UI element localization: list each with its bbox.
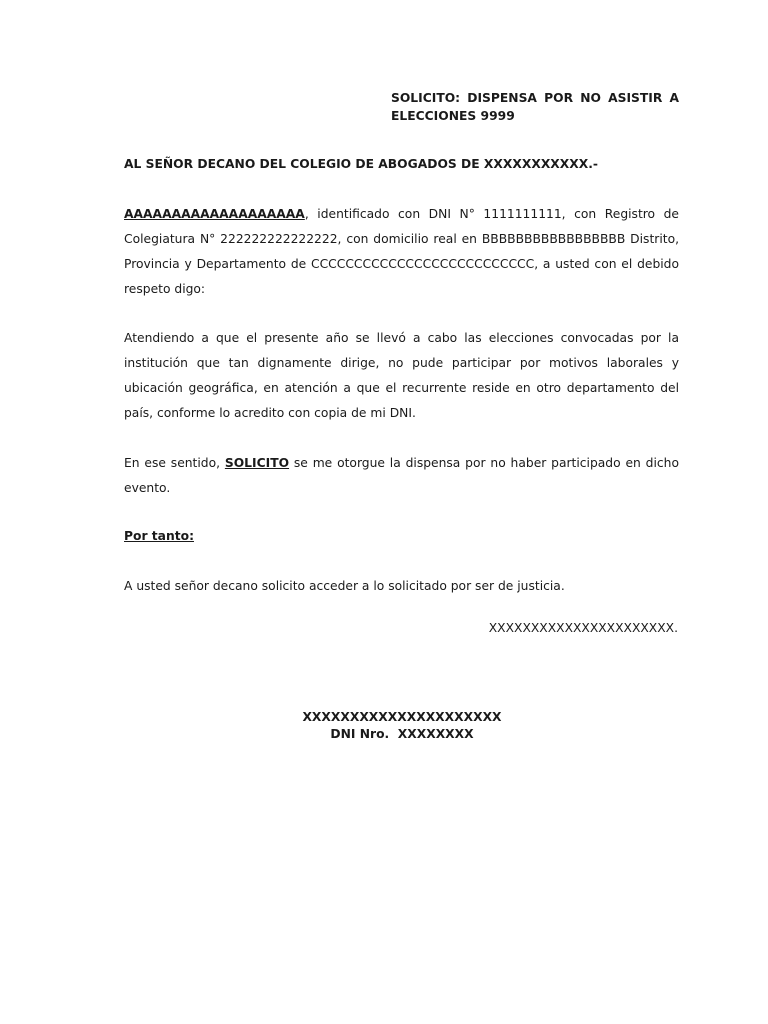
request-text-after: se me otorgue la dispensa por no haber participado en dicho evento. bbox=[124, 456, 679, 495]
request-text-before: En ese sentido, bbox=[124, 456, 225, 470]
subject-line-2: ELECCIONES 9999 bbox=[391, 109, 515, 123]
applicant-name: AAAAAAAAAAAAAAAAAAA bbox=[124, 207, 305, 221]
place-date-line: XXXXXXXXXXXXXXXXXXXXXX. bbox=[488, 621, 678, 635]
paragraph-identification bbox=[124, 202, 679, 302]
subject-line-1: SOLICITO: DISPENSA POR NO ASISTIR A bbox=[391, 91, 679, 105]
signature-name: XXXXXXXXXXXXXXXXXXXXX bbox=[302, 710, 502, 724]
request-keyword: SOLICITO bbox=[224, 456, 290, 470]
paragraph-reason: Atendiendo a que el presente año se llevó a cabo las elecciones convocadas por la institución que tan dignamente dirige, no pude participar por motivos laborales y ubicación geográfica, en atención a que el recurrente reside en otro departamento del país, conforme lo acredito con copia de mi DNI. bbox=[124, 331, 679, 420]
subject-header bbox=[391, 89, 679, 125]
signature-dni: DNI Nro. XXXXXXXX bbox=[330, 727, 474, 741]
closing-sentence: A usted señor decano solicito acceder a lo solicitado por ser de justicia. bbox=[124, 579, 565, 593]
signature-block bbox=[0, 709, 768, 743]
por-tanto-heading: Por tanto: bbox=[124, 529, 194, 543]
paragraph-request bbox=[124, 451, 679, 501]
addressee-line: AL SEÑOR DECANO DEL COLEGIO DE ABOGADOS DE XXXXXXXXXXX.- bbox=[124, 157, 598, 171]
identification-text: , identificado con DNI N° 1111111111, con Registro de Colegiatura N° 222222222222222, con domicilio real en BBBBBBBBBBBBBBBBB Distrito, Provincia y Departamento de CCCCCCCCCCCCCCCCCCCCCCCCCC, a usted con el debido respeto digo: bbox=[124, 207, 679, 296]
